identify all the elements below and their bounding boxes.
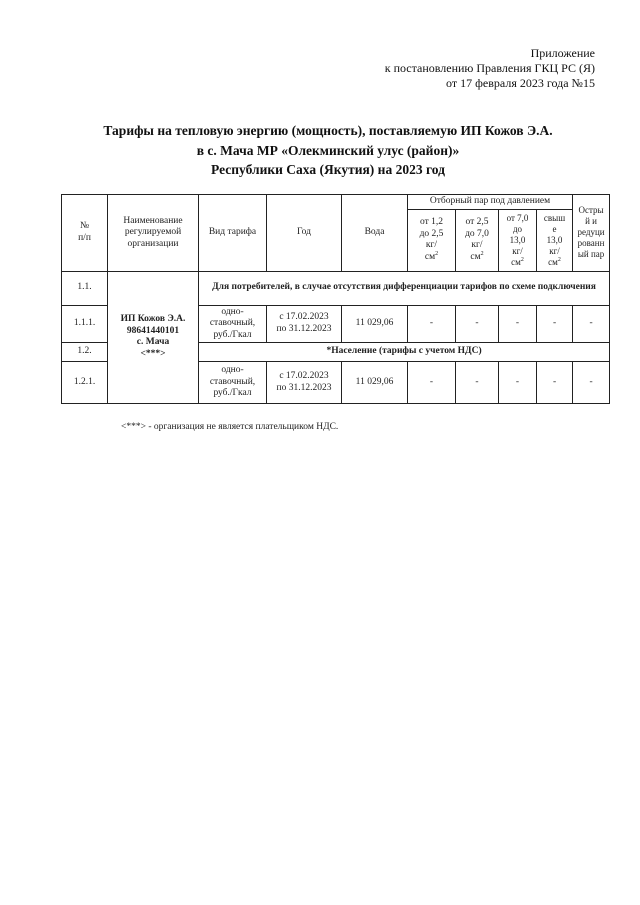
steam-1-value: - [408,305,456,343]
org-inn: 98641440101 [126,325,180,336]
header-steam-2: от 2,5 до 7,0 кг/ $см^2$ [456,209,499,271]
header-steam-4: свыш е 13,0 кг/ $см^2$ [537,209,573,271]
period-cell: с 17.02.2023 по 31.12.2023 [267,305,342,343]
steam-3-value: - [499,305,537,343]
row-number: 1.1.1. [62,305,108,343]
org-place: с. Мача [136,337,170,348]
steam-2-value: - [456,362,499,404]
sharp-steam-value: - [573,305,610,343]
header-row-1 [62,195,610,210]
row-number: 1.2. [62,343,108,362]
row-number: 1.2.1. [62,362,108,404]
header-steam-group: Отборный пар под давлением [408,195,573,210]
water-value: 11 029,06 [342,305,408,343]
header-org: Наименование регулируемой организации [108,195,199,272]
period-cell: с 17.02.2023 по 31.12.2023 [267,362,342,404]
tariff-type-cell: одно- ставочный, руб./Гкал [199,362,267,404]
tariff-table [61,194,610,404]
resolution-reference: к постановлению Правления ГКЦ РС (Я) [384,61,595,75]
steam-3-value: - [499,362,537,404]
section-population: *Население (тарифы с учетом НДС) [199,343,610,362]
sharp-steam-value: - [573,362,610,404]
section-consumers: Для потребителей, в случае отсутствия дифференциации тарифов по схеме подключения [199,271,610,305]
water-value: 11 029,06 [342,362,408,404]
steam-1-value: - [408,362,456,404]
tariff-type-cell: одно- ставочный, руб./Гкал [199,305,267,343]
row-number: 1.1. [62,271,108,305]
header-water: Вода [342,195,408,272]
org-mark: <***> [140,348,166,359]
header-num: № п/п [62,195,108,272]
title-line-1: Тарифы на тепловую энергию (мощность), поставляемую ИП Кожов Э.А. [103,123,553,138]
appendix-label: Приложение [530,46,595,60]
steam-4-value: - [537,305,573,343]
header-steam-3: от 7,0 до 13,0 кг/ $см^2$ [499,209,537,271]
appendix-header [385,46,595,91]
header-year: Год [267,195,342,272]
organization-cell [108,271,199,404]
title-line-3: Республики Саха (Якутия) на 2023 год [211,162,445,177]
title-line-2: в с. Мача МР «Олекминский улус (район)» [196,142,460,158]
header-tariff-type: Вид тарифа [199,195,267,272]
document-title [60,121,596,180]
header-sharp-steam: Остры й и редуци рованн ый пар [573,195,610,272]
table-row [62,271,610,305]
steam-2-value: - [456,305,499,343]
org-name: ИП Кожов Э.А. [120,314,186,325]
steam-4-value: - [537,362,573,404]
footnote: <***> - организация не является плательщиком НДС. [121,422,339,432]
resolution-date: от 17 февраля 2023 года №15 [446,76,595,90]
header-steam-1: от 1,2 до 2,5 кг/ $см^2$ [408,209,456,271]
